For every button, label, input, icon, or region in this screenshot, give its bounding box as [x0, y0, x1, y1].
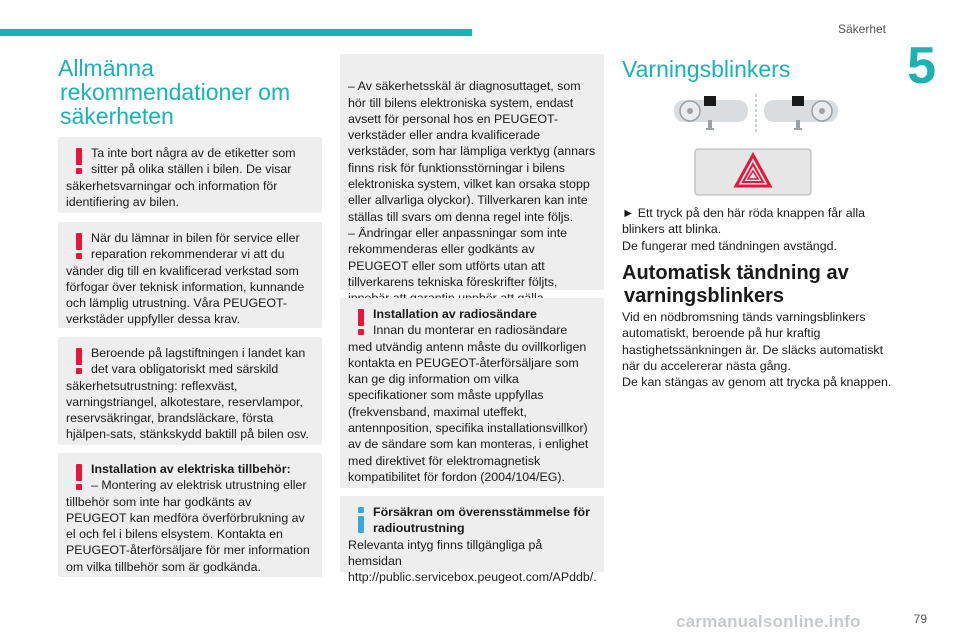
box-heading: Installation av radiosändare [373, 307, 537, 321]
box-text: tillbehör som inte har godkänts av PEUGEOT kan medföra överförbrukning av el och fel i bilens elsystem. Kontakta en PEUGEOT-återförsäljare för mer information om vilka tillbehör som är godkända. [66, 494, 310, 574]
box-heading: Försäkran om överensstämmelse för radioutrustning [373, 505, 590, 536]
box-text-lead: Innan du monterar en radiosändare [373, 323, 568, 338]
box-text: Relevanta intyg finns tillgängliga på hemsidan http://public.servicebox.peugeot.com/APddb/. [348, 537, 597, 585]
rhd-dashboard [764, 96, 838, 130]
exclamation-mark-icon [354, 308, 368, 336]
title-line: Allmänna [58, 55, 154, 81]
chapter-number: 5 [907, 37, 936, 95]
box-text-lead: – Montering av elektrisk utrustning eller [91, 478, 307, 493]
lhd-dashboard [674, 96, 748, 130]
box-text: med utvändig antenn måste du ovillkorligen kontakta en PEUGEOT-återförsäljare som kan ge dig information om vilka specifikationer som måste uppfyllas (frekvensband, maximal uteffekt, antennposition, specifika installationsvillkor) av de sändare som kan monteras, i enlighet med direktivet för elektromagnetisk kompatibilitet för fordon (2004/104/EG). [348, 339, 589, 484]
hazard-instructions: ► Ett tryck på den här röda knappen får alla blinkers att blinka. De fungerar med tändningen avstängd. [622, 206, 866, 253]
info-icon [354, 506, 368, 534]
subsection-title [622, 262, 882, 308]
box-text-lead: Ta inte bort några av de etiketter som sitter på olika ställen i bilen. De visar [91, 146, 296, 177]
header-accent-bar [0, 29, 472, 36]
subtitle-line: varningsblinkers [624, 285, 785, 307]
box-text: säkerhetsutrustning: reflexväst, varningstriangel, alkotestare, reservlampor, reservsäkringar, brandsläckare, första hjälpen-sats, stänkskydd baktill på bilen osv. [66, 378, 309, 442]
box-text-lead: Beroende på lagstiftningen i landet kan det vara obligatoriskt med särskild [91, 346, 306, 377]
box-heading: Installation av elektriska tillbehör: [91, 462, 291, 476]
warning-box-labels [58, 137, 322, 213]
hazard-button [694, 148, 812, 196]
section-label: Säkerhet [837, 22, 886, 36]
section-title: Varningsblinkers [622, 56, 791, 82]
box-text: vänder dig till en kvalificerad verkstad som förfogar över teknisk information, kunnande och lämplig utrustning. Våra PEUGEOT-verkstäder uppfyller dessa krav. [66, 263, 305, 327]
box-text: – Av säkerhetsskäl är diagnosuttaget, som hör till bilens elektroniska system, endast avsett för personal hos en PEUGEOT-verkstäder eller andra kvalificerade verkstäder, som har lämpliga verktyg (annars finns risk för funktionsstörningar i bilens elektroniska system, vilket kan orsaka stopp eller allvarliga olyckor). Tillverkaren kan inte ställas till svars om denna regel inte följs. – Ändringar eller anpassningar som inte rekommenderas eller godkänts av PEUGEOT eller som utförts utan att tillverkarens tekniska föreskrifter följts, [348, 79, 596, 289]
info-box-conformity [340, 496, 604, 585]
exclamation-mark-icon [72, 463, 86, 491]
page-number: 79 [913, 612, 927, 626]
subtitle-line: Automatisk tändning av [622, 262, 849, 284]
warning-box-equipment [58, 337, 322, 445]
title-line: säkerheten [60, 103, 174, 129]
warning-box-electrical [58, 453, 322, 577]
exclamation-mark-icon [72, 347, 86, 375]
exclamation-mark-icon [72, 147, 86, 175]
info-box-diagnostics [340, 54, 604, 290]
exclamation-mark-icon [72, 232, 86, 260]
page-title [58, 56, 318, 128]
box-text: säkerhetsvarningar och information för identifiering av bilen. [66, 178, 278, 209]
box-text-lead: När du lämnar in bilen för service eller reparation rekommenderar vi att du [91, 231, 300, 262]
dashboard-illustration [672, 92, 842, 134]
title-line: rekommendationer om [60, 79, 291, 105]
warning-box-service [58, 222, 322, 328]
auto-hazard-text: Vid en nödbromsning tänds varningsblinkers automatiskt, beroende på hur kraftig hastighetssänkningen är. De släcks automatiskt när du accelererar nästa gång. De kan stängas av genom att trycka på knappen. [622, 310, 892, 390]
warning-box-radio [340, 298, 604, 488]
watermark: carmanualsonline.info [676, 612, 861, 631]
